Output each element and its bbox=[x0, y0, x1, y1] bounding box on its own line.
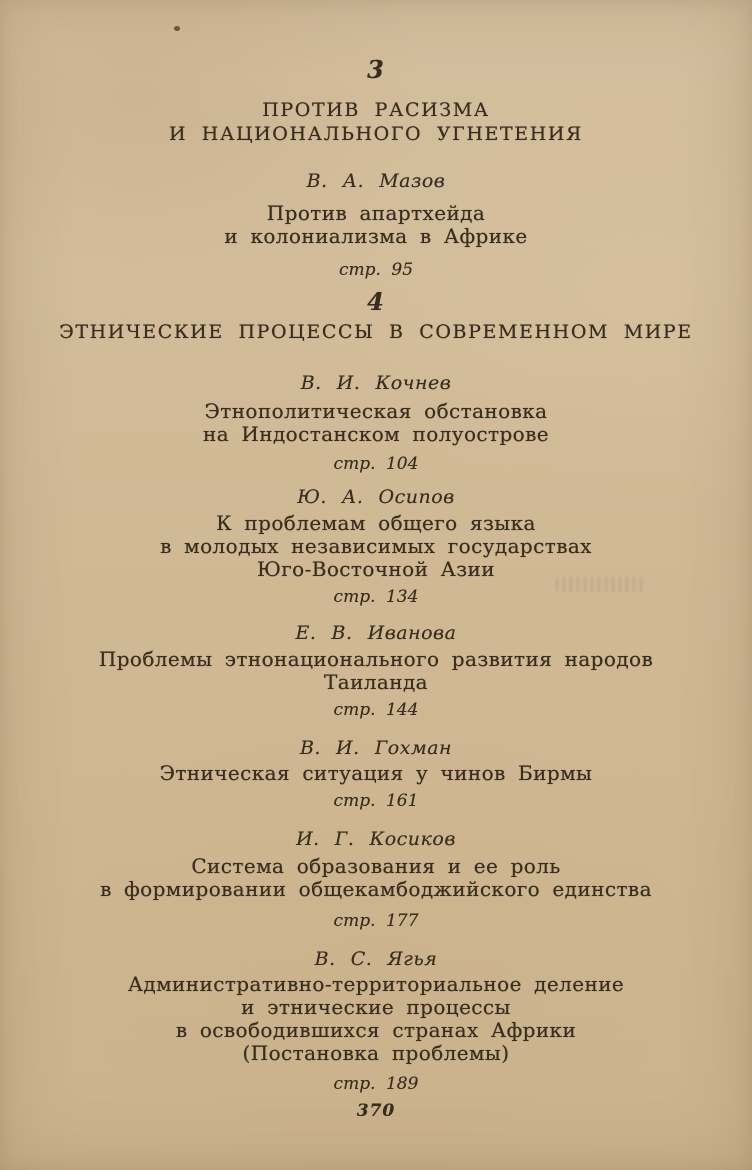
entry-title-line: Проблемы этнонационального развития народов bbox=[98, 647, 654, 671]
section-heading-line: ПРОТИВ РАСИЗМА bbox=[262, 99, 490, 121]
entry-title bbox=[0, 202, 752, 248]
entry-title-line: Этническая ситуация у чинов Бирмы bbox=[159, 761, 593, 785]
entry-page-ref: стр. 189 bbox=[333, 1074, 419, 1094]
entry-author: В. И. Кочнев bbox=[300, 372, 452, 394]
entry-title bbox=[0, 512, 752, 581]
entry-author: И. Г. Косиков bbox=[296, 828, 456, 850]
entry-author: Е. В. Иванова bbox=[295, 622, 457, 644]
section-heading bbox=[0, 320, 752, 344]
entry-title-line: в молодых независимых государствах bbox=[160, 534, 592, 558]
entry-page-ref: стр. 134 bbox=[333, 587, 419, 607]
entry-title-line: на Индостанском полуострове bbox=[202, 422, 549, 446]
entry-title-line: Против апартхейда bbox=[266, 201, 486, 225]
entry-title-line: и этнические процессы bbox=[241, 995, 511, 1019]
entry-title-line: в освободившихся странах Африки bbox=[175, 1018, 577, 1042]
page-folio: 370 bbox=[356, 1101, 396, 1121]
entry-author: Ю. А. Осипов bbox=[297, 486, 455, 508]
entry-title bbox=[0, 648, 752, 694]
section-heading-line: ЭТНИЧЕСКИЕ ПРОЦЕССЫ В СОВРЕМЕННОМ МИРЕ bbox=[59, 321, 693, 343]
section-number: 3 bbox=[367, 55, 385, 84]
entry-title-line: и колониализма в Африке bbox=[224, 224, 528, 248]
entry-title bbox=[0, 973, 752, 1065]
entry-title-line: (Постановка проблемы) bbox=[242, 1041, 510, 1065]
entry-page-ref: стр. 161 bbox=[333, 791, 419, 811]
entry-title bbox=[0, 855, 752, 901]
entry-title-line: К проблемам общего языка bbox=[216, 511, 536, 535]
entry-title bbox=[0, 762, 752, 785]
entry-page-ref: стр. 144 bbox=[333, 700, 419, 720]
entry-author: В. С. Ягья bbox=[314, 948, 438, 970]
entry-author: В. И. Гохман bbox=[299, 737, 453, 759]
entry-page-ref: стр. 177 bbox=[333, 911, 419, 931]
entry-page-ref: стр. 104 bbox=[333, 454, 419, 474]
entry-title-line: Система образования и ее роль bbox=[191, 854, 561, 878]
entry-title bbox=[0, 400, 752, 446]
section-heading bbox=[0, 98, 752, 146]
entry-title-line: Административно-территориальное деление bbox=[127, 972, 625, 996]
section-number: 4 bbox=[367, 287, 385, 316]
entry-title-line: Таиланда bbox=[324, 670, 428, 694]
entry-title-line: Юго-Восточной Азии bbox=[257, 557, 495, 581]
entry-title-line: Этнополитическая обстановка bbox=[204, 399, 548, 423]
section-heading-line: И НАЦИОНАЛЬНОГО УГНЕТЕНИЯ bbox=[168, 123, 584, 145]
entry-author: В. А. Мазов bbox=[306, 170, 446, 192]
entry-title-line: в формировании общекамбоджийского единства bbox=[100, 877, 652, 901]
entry-page-ref: стр. 95 bbox=[338, 260, 414, 280]
